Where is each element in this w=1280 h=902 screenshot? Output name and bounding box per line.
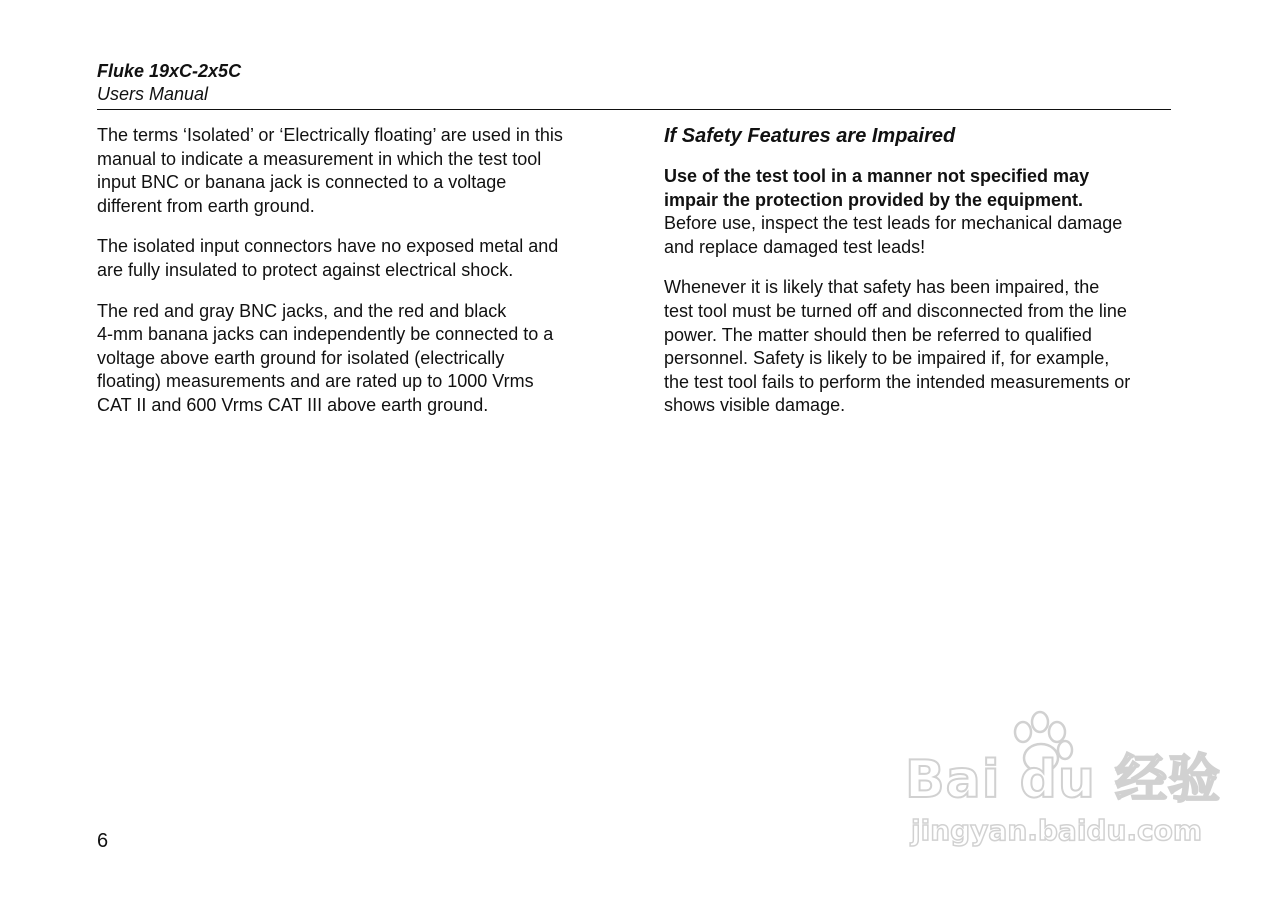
- paragraph-isolated-terms: The terms ‘Isolated’ or ‘Electrically floating’ are used in this manual to indicate a measurement in which the test tool input BNC or banana jack is connected to a voltage different from earth ground.: [97, 125, 563, 216]
- manual-title: Users Manual: [97, 84, 209, 104]
- section-title: If Safety Features are Impaired: [664, 125, 956, 147]
- warning-paragraph: [664, 165, 1184, 259]
- paragraph-input-connectors: The isolated input connectors have no exposed metal and are fully insulated to protect against electrical shock.: [97, 236, 559, 280]
- paragraph-jack-ratings: The red and gray BNC jacks, and the red and black 4-mm banana jacks can independently be connected to a voltage above earth ground for isolated (electrically floating) measurements and are rated up to 1000 Vrms CAT II and 600 Vrms CAT III above earth ground.: [97, 300, 554, 415]
- watermark-brand: Bai du 经验: [905, 750, 1221, 810]
- right-column: [664, 124, 1184, 435]
- warning-bold-text: Use of the test tool in a manner not specified may impair the protection provided by the equipment.: [664, 166, 1090, 210]
- product-title: Fluke 19xC-2x5C: [97, 61, 242, 81]
- paragraph-safety-impaired: Whenever it is likely that safety has been impaired, the test tool must be turned off and disconnected from the line power. The matter should then be referred to qualified personnel. Safety is likely to be impaired if, for example, the test tool fails to perform the intended measurements or shows visible damage.: [664, 277, 1131, 416]
- left-column: [97, 124, 617, 435]
- page-number: 6: [97, 830, 109, 852]
- watermark-url: jingyan.baidu.com: [911, 814, 1203, 847]
- warning-text: Before use, inspect the test leads for mechanical damage and replace damaged test leads!: [664, 213, 1123, 257]
- baidu-watermark: [905, 710, 1221, 860]
- page-header: [97, 60, 1171, 106]
- header-rule: [97, 109, 1171, 110]
